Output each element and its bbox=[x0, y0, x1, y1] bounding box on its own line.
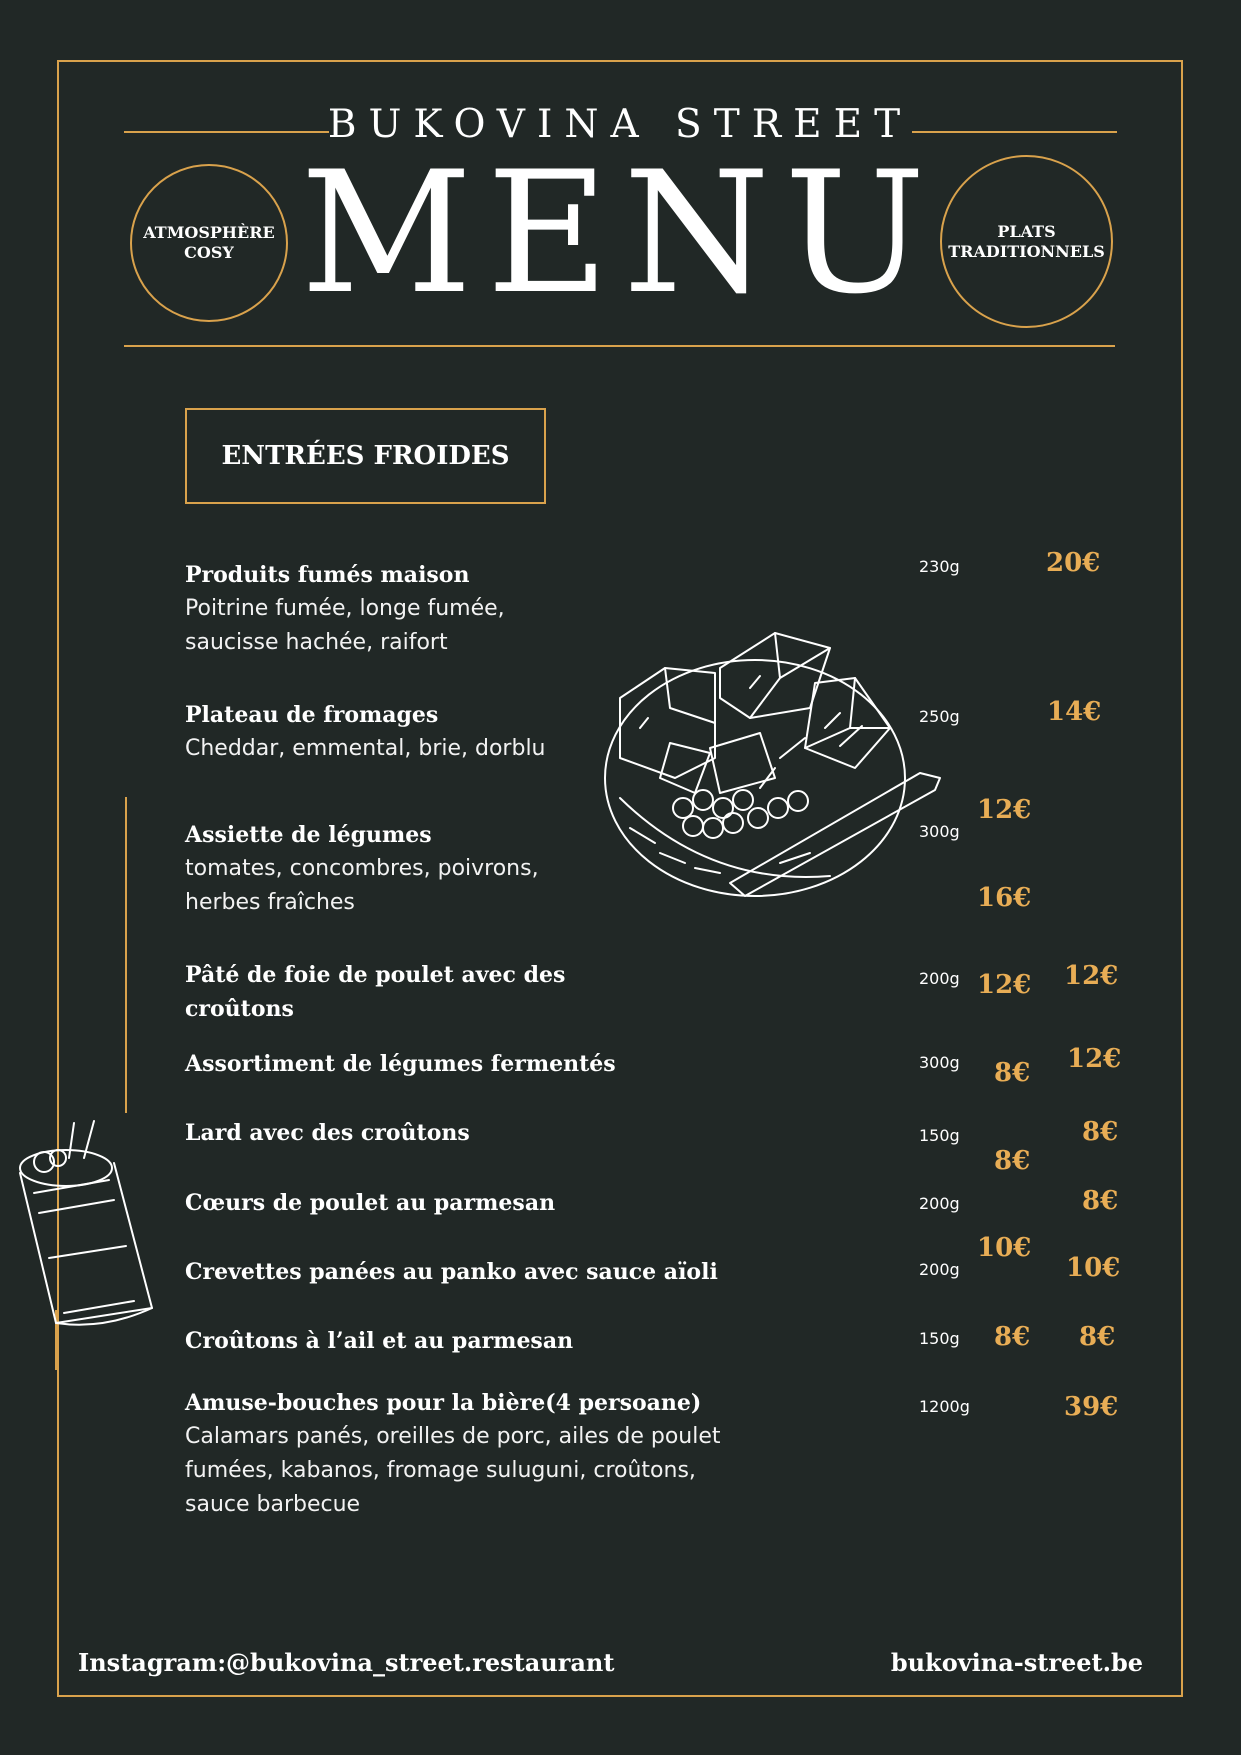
drink-glass-illustration bbox=[14, 1118, 154, 1330]
item-price: 8€ bbox=[994, 1058, 1031, 1088]
item-description: Poitrine fumée, longe fumée, saucisse hachée, raifort bbox=[185, 596, 505, 655]
item-name: Plateau de fromages bbox=[185, 702, 439, 728]
item-name: Crevettes panées au panko avec sauce aïoli bbox=[185, 1259, 718, 1285]
item-name: Produits fumés maison bbox=[185, 562, 470, 588]
badge-atmosphere: ATMOSPHÈRE COSY bbox=[130, 164, 288, 322]
item-price: 10€ bbox=[1066, 1253, 1121, 1283]
item-name: Lard avec des croûtons bbox=[185, 1120, 470, 1146]
item-price: 12€ bbox=[1064, 961, 1119, 991]
left-accent-line-top bbox=[125, 797, 127, 1113]
badge-plats: PLATS TRADITIONNELS bbox=[940, 155, 1113, 328]
item-description: Calamars panés, oreilles de porc, ailes de poulet fumées, kabanos, fromage suluguni, croûtons, sauce barbecue bbox=[185, 1424, 721, 1517]
item-weight: 300g bbox=[919, 1053, 960, 1072]
item-price: 8€ bbox=[994, 1146, 1031, 1176]
footer-website: bukovina-street.be bbox=[890, 1648, 1143, 1677]
item-name: Cœurs de poulet au parmesan bbox=[185, 1190, 556, 1216]
item-description: tomates, concombres, poivrons, herbes fraîches bbox=[185, 856, 539, 915]
item-price: 10€ bbox=[977, 1233, 1032, 1263]
item-price: 8€ bbox=[1082, 1117, 1119, 1147]
list-item bbox=[185, 1386, 765, 1522]
item-weight: 150g bbox=[919, 1126, 960, 1145]
menu-title: MENU bbox=[300, 135, 940, 331]
header-line-bottom bbox=[124, 345, 1115, 347]
list-item bbox=[185, 1324, 745, 1358]
header-line-right bbox=[912, 131, 1117, 133]
item-name: Assortiment de légumes fermentés bbox=[185, 1051, 616, 1077]
list-item bbox=[185, 1186, 745, 1220]
item-weight: 200g bbox=[919, 1194, 960, 1213]
cheese-board-illustration bbox=[600, 628, 945, 908]
item-weight: 230g bbox=[919, 557, 960, 576]
list-item bbox=[185, 1047, 745, 1081]
item-price: 14€ bbox=[1047, 697, 1102, 727]
list-item bbox=[185, 1255, 785, 1289]
item-name: Croûtons à l’ail et au parmesan bbox=[185, 1328, 574, 1354]
footer-instagram: Instagram:@bukovina_street.restaurant bbox=[78, 1648, 615, 1677]
item-price: 39€ bbox=[1064, 1392, 1119, 1422]
item-weight: 250g bbox=[919, 707, 960, 726]
section-title: ENTRÉES FROIDES bbox=[185, 408, 546, 504]
item-weight: 200g bbox=[919, 969, 960, 988]
item-weight: 150g bbox=[919, 1329, 960, 1348]
item-name: Amuse-bouches pour la bière(4 persoane) bbox=[185, 1390, 702, 1416]
item-description: Cheddar, emmental, brie, dorblu bbox=[185, 736, 546, 761]
item-price: 12€ bbox=[977, 795, 1032, 825]
item-name: Pâté de foie de poulet avec des croûtons bbox=[185, 962, 566, 1022]
item-price: 8€ bbox=[1082, 1186, 1119, 1216]
list-item bbox=[185, 958, 605, 1026]
item-name: Assiette de légumes bbox=[185, 822, 432, 848]
item-weight: 300g bbox=[919, 822, 960, 841]
item-weight: 1200g bbox=[919, 1397, 970, 1416]
item-price: 20€ bbox=[1046, 548, 1101, 578]
item-price: 16€ bbox=[977, 883, 1032, 913]
header-line-left bbox=[124, 131, 329, 133]
item-price: 12€ bbox=[1067, 1044, 1122, 1074]
item-price: 12€ bbox=[977, 970, 1032, 1000]
item-price: 8€ bbox=[1079, 1322, 1116, 1352]
item-weight: 200g bbox=[919, 1260, 960, 1279]
item-price: 8€ bbox=[994, 1322, 1031, 1352]
brand-name: BUKOVINA STREET bbox=[327, 102, 913, 147]
list-item bbox=[185, 1116, 745, 1150]
